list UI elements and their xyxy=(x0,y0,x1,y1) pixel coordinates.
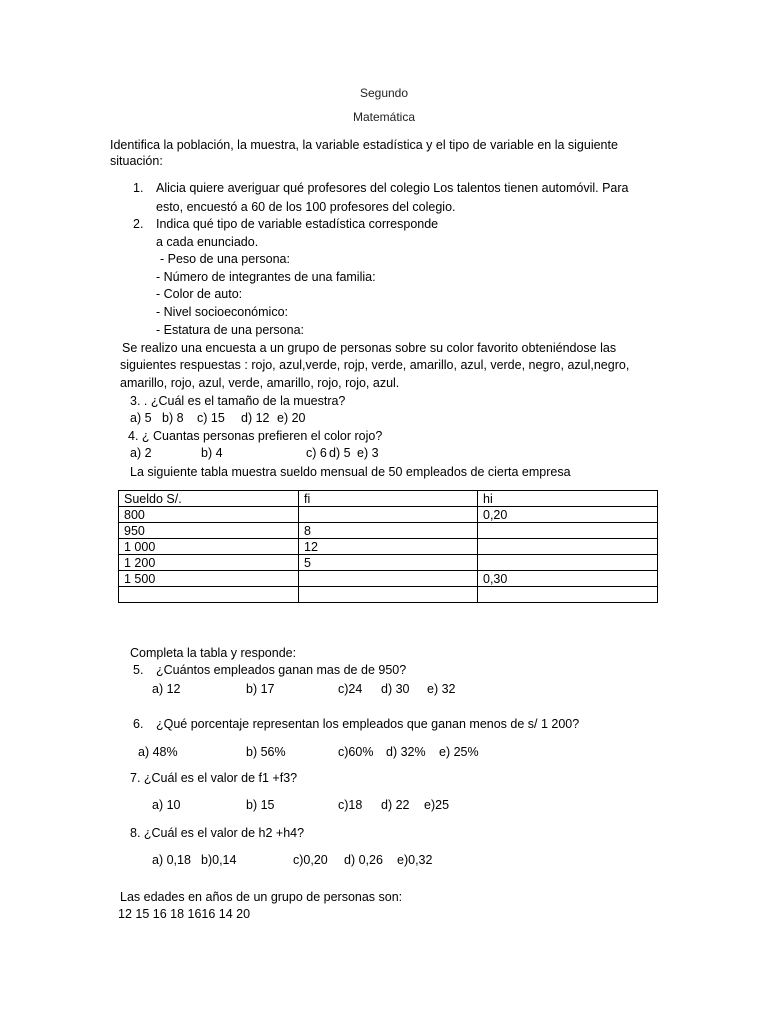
q4-option-b: b) 4 xyxy=(201,446,223,460)
q4-option-c: c) 6 xyxy=(306,446,327,460)
q3-option-c: c) 15 xyxy=(197,411,225,425)
cell-fi: 12 xyxy=(299,539,478,555)
q6-option-e: e) 25% xyxy=(439,745,479,759)
cell-fi: 8 xyxy=(299,523,478,539)
salary-table xyxy=(118,490,658,603)
cell-fi xyxy=(299,507,478,523)
q5-option-d: d) 30 xyxy=(381,682,410,696)
header-salary: Sueldo S/. xyxy=(119,491,299,507)
cell-hi xyxy=(478,587,658,603)
q8-option-b: b)0,14 xyxy=(201,853,237,867)
instruction-line-1: Identifica la población, la muestra, la variable estadística y el tipo de variable en la siguiente xyxy=(110,138,618,152)
q7-text: 7. ¿Cuál es el valor de f1 +f3? xyxy=(130,771,298,785)
table-intro: La siguiente tabla muestra sueldo mensual de 50 empleados de cierta empresa xyxy=(130,465,571,479)
survey-line-2: siguientes respuestas : rojo, azul,verde, rojp, verde, amarillo, azul, verde, negro, azul,negro, xyxy=(120,358,630,372)
ages-line-2: 12 15 16 18 1616 14 20 xyxy=(118,907,251,921)
table-row xyxy=(119,523,658,539)
table-row xyxy=(119,555,658,571)
q3-option-b: b) 8 xyxy=(162,411,184,425)
table-header-row xyxy=(119,491,658,507)
q1-line-1: Alicia quiere averiguar qué profesores del colegio Los talentos tienen automóvil. Para xyxy=(156,181,629,195)
ages-line-1: Las edades en años de un grupo de personas son: xyxy=(120,890,403,904)
table-row xyxy=(119,507,658,523)
grade-label: Segundo xyxy=(359,86,409,100)
q6-text: ¿Qué porcentaje representan los empleados que ganan menos de s/ 1 200? xyxy=(156,717,580,731)
instruction-line-2: situación: xyxy=(110,154,163,168)
q1-number: 1. xyxy=(133,181,144,195)
cell-hi xyxy=(478,539,658,555)
q4-text: 4. ¿ Cuantas personas prefieren el color rojo? xyxy=(128,429,383,443)
q4-option-a: a) 2 xyxy=(130,446,152,460)
cell-salary: 950 xyxy=(119,523,299,539)
q6-number: 6. xyxy=(133,717,144,731)
q3-option-e: e) 20 xyxy=(277,411,306,425)
q3-text: 3. . ¿Cuál es el tamaño de la muestra? xyxy=(130,394,346,408)
q8-option-d: d) 0,26 xyxy=(344,853,383,867)
q5-option-b: b) 17 xyxy=(246,682,275,696)
cell-salary xyxy=(119,587,299,603)
q5-option-a: a) 12 xyxy=(152,682,181,696)
q5-number: 5. xyxy=(133,663,144,677)
q6-option-b: b) 56% xyxy=(246,745,286,759)
q1-line-2: esto, encuestó a 60 de los 100 profesores del colegio. xyxy=(156,200,456,214)
cell-hi: 0,20 xyxy=(478,507,658,523)
subject-title: Matemática xyxy=(352,110,416,124)
q5-option-c: c)24 xyxy=(338,682,363,696)
q3-option-d: d) 12 xyxy=(241,411,270,425)
q5-text: ¿Cuántos empleados ganan mas de de 950? xyxy=(156,663,407,677)
q8-option-c: c)0,20 xyxy=(293,853,328,867)
q8-option-e: e)0,32 xyxy=(397,853,433,867)
q7-option-e: e)25 xyxy=(424,798,450,812)
cell-salary: 1 200 xyxy=(119,555,299,571)
q7-option-c: c)18 xyxy=(338,798,363,812)
q2-number: 2. xyxy=(133,217,144,231)
cell-fi xyxy=(299,587,478,603)
survey-line-3: amarillo, rojo, azul, verde, amarillo, rojo, rojo, azul. xyxy=(120,376,400,390)
complete-instruction: Completa la tabla y responde: xyxy=(130,646,297,660)
cell-hi xyxy=(478,523,658,539)
q7-option-b: b) 15 xyxy=(246,798,275,812)
q7-option-a: a) 10 xyxy=(152,798,181,812)
q6-option-c: c)60% xyxy=(338,745,374,759)
table-row xyxy=(119,571,658,587)
table-row xyxy=(119,587,658,603)
q8-text: 8. ¿Cuál es el valor de h2 +h4? xyxy=(130,826,305,840)
header-fi: fi xyxy=(299,491,478,507)
q6-option-d: d) 32% xyxy=(386,745,426,759)
cell-salary: 1 500 xyxy=(119,571,299,587)
cell-salary: 1 000 xyxy=(119,539,299,555)
header-hi: hi xyxy=(478,491,658,507)
q4-option-e: e) 3 xyxy=(357,446,379,460)
survey-line-1: Se realizo una encuesta a un grupo de personas sobre su color favorito obteniéndose las xyxy=(122,341,617,355)
cell-hi xyxy=(478,555,658,571)
q2-item-weight: - Peso de una persona: xyxy=(160,252,290,266)
cell-fi xyxy=(299,571,478,587)
q2-item-socioeconomic: - Nivel socioeconómico: xyxy=(156,305,288,319)
q5-option-e: e) 32 xyxy=(427,682,456,696)
q2-line-1: Indica qué tipo de variable estadística corresponde xyxy=(156,217,439,231)
q7-option-d: d) 22 xyxy=(381,798,410,812)
table-row xyxy=(119,539,658,555)
q2-line-2: a cada enunciado. xyxy=(156,235,259,249)
q3-option-a: a) 5 xyxy=(130,411,152,425)
cell-salary: 800 xyxy=(119,507,299,523)
q4-option-d: d) 5 xyxy=(329,446,351,460)
q2-item-family: - Número de integrantes de una familia: xyxy=(156,270,376,284)
q2-item-car-color: - Color de auto: xyxy=(156,287,243,301)
cell-fi: 5 xyxy=(299,555,478,571)
q2-item-height: - Estatura de una persona: xyxy=(156,323,305,337)
q6-option-a: a) 48% xyxy=(138,745,178,759)
cell-hi: 0,30 xyxy=(478,571,658,587)
q8-option-a: a) 0,18 xyxy=(152,853,191,867)
